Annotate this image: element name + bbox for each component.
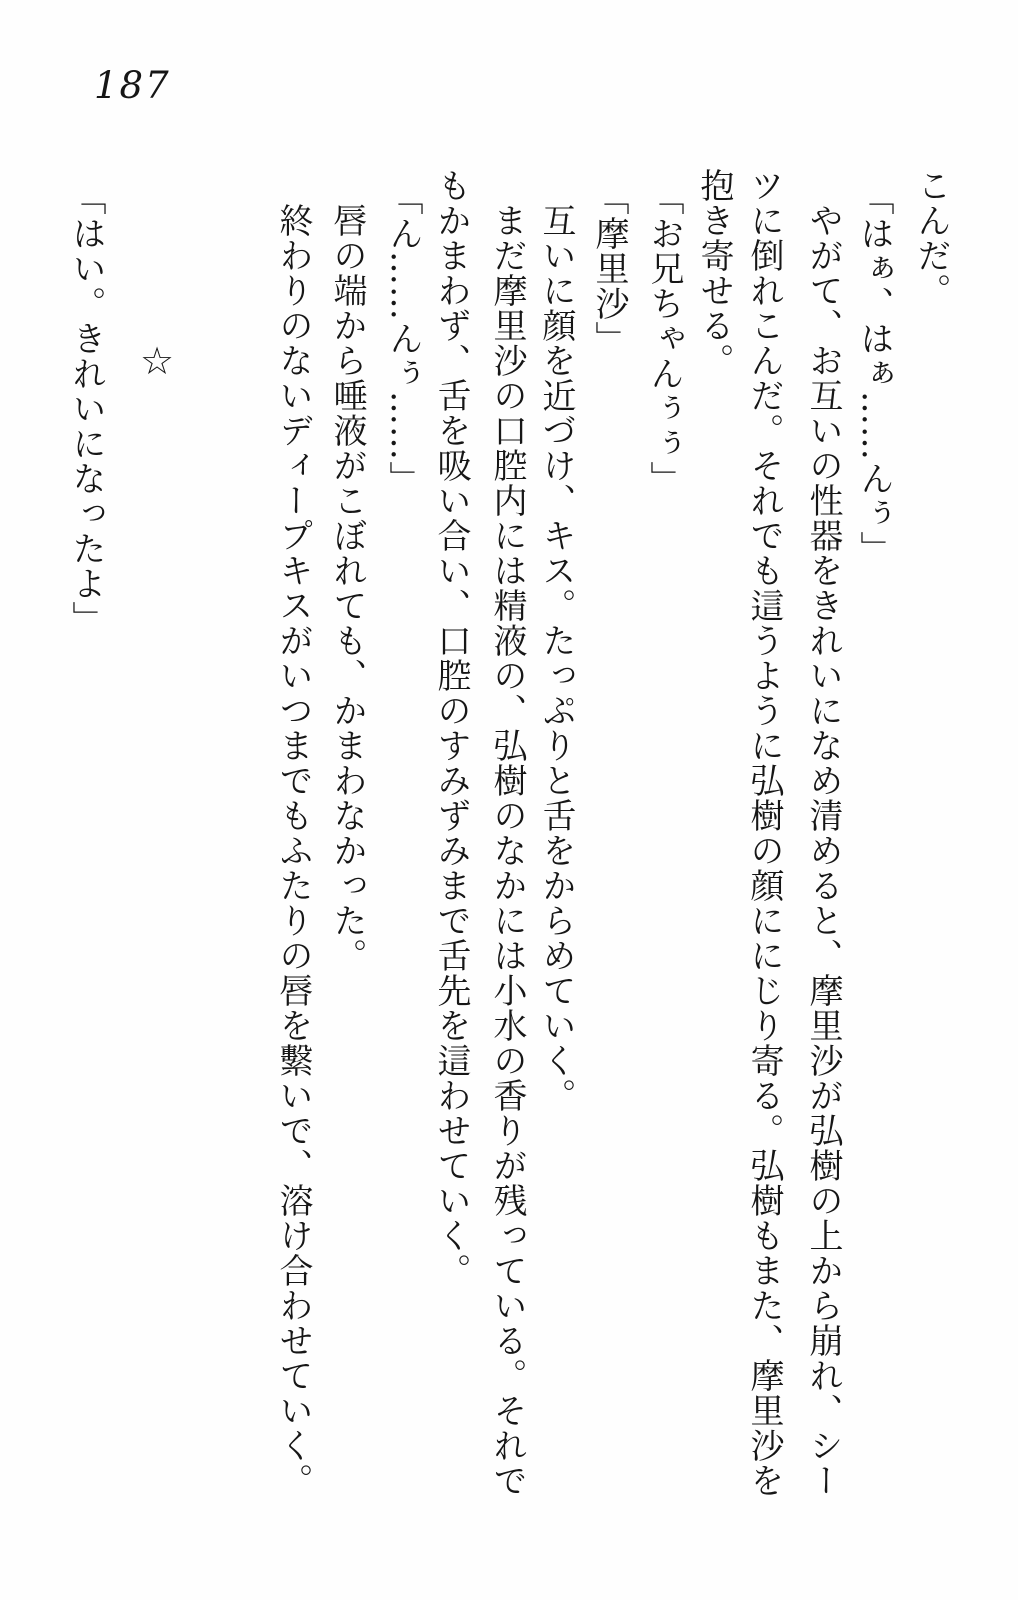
text-line: こんだ。 bbox=[911, 168, 951, 308]
text-line: もかまわず、舌を吸い合い、口腔のすみずみまで舌先を這わせていく。 bbox=[431, 168, 471, 1288]
text-line: まだ摩里沙の口腔内には精液の、弘樹のなかには小水の香りが残っている。それで bbox=[487, 203, 527, 1498]
text-line: 終わりのないディープキスがいつまでもふたりの唇を繫いで、溶け合わせていく。 bbox=[273, 203, 313, 1498]
section-divider-star-icon: ☆ bbox=[140, 339, 175, 383]
dialogue-line: 「はぁ、はぁ……んぅ」 bbox=[854, 181, 894, 566]
dialogue-line: 「摩里沙」 bbox=[589, 181, 629, 356]
dialogue-line: 「お兄ちゃんぅぅ」 bbox=[644, 181, 684, 496]
text-line: 唇の端から唾液がこぼれても、かまわなかった。 bbox=[327, 203, 367, 973]
text-line: やがて、お互いの性器をきれいになめ清めると、摩里沙が弘樹の上から崩れ、シー bbox=[803, 203, 843, 1498]
dialogue-line: 「ん……んぅ……」 bbox=[383, 181, 423, 496]
dialogue-line: 「はい。きれいになったよ」 bbox=[66, 181, 106, 636]
text-line: 互いに顔を近づけ、キス。たっぷりと舌をからめていく。 bbox=[536, 203, 576, 1113]
text-line: ツに倒れこんだ。それでも這うように弘樹の顔ににじり寄る。弘樹もまた、摩里沙を bbox=[744, 168, 784, 1498]
text-line: 抱き寄せる。 bbox=[694, 168, 734, 378]
page-number: 187 bbox=[94, 64, 171, 107]
